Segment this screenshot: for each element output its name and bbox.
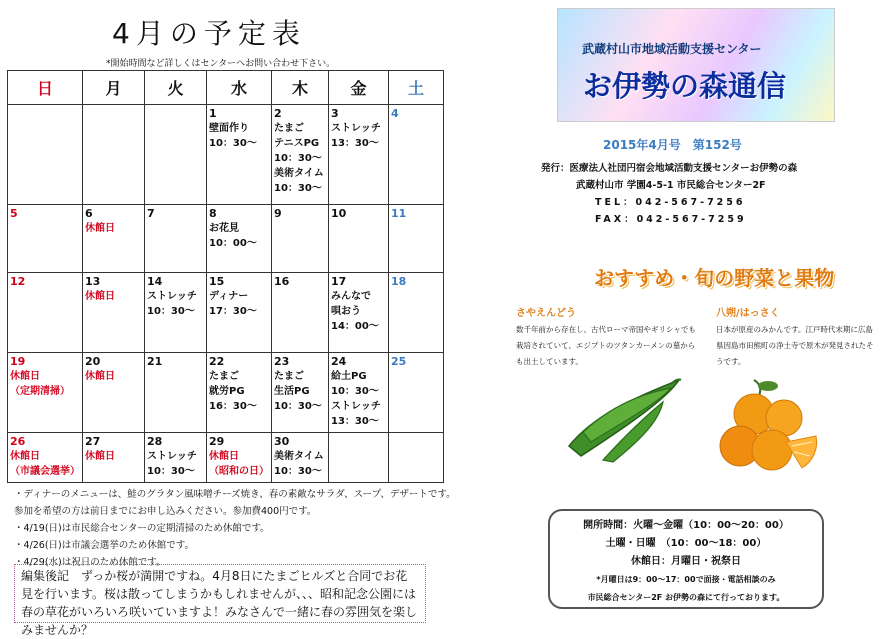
calendar-event: 休館日 [10, 451, 40, 462]
day-number: 18 [391, 275, 407, 288]
calendar-week [8, 205, 444, 273]
calendar-event: 給土PG [331, 371, 367, 382]
hours-monday-note: *月曜日は9：00～17：00で面接・電話相談のみ [596, 575, 776, 584]
calendar-event: 10：30～ [274, 466, 322, 477]
calendar-day-cell [145, 433, 207, 483]
calendar-day-cell [145, 205, 207, 273]
fruit-description: 日本が原産のみかんです。江戸時代末期に広島県因島市田熊町の浄土寺で原木が発見されたそうです。 [716, 325, 874, 366]
vegetable-name: さやえんどう [516, 308, 576, 319]
fruit-name: 八朔/はっさく [716, 308, 780, 319]
calendar-event: ディナー [209, 291, 249, 302]
publisher-tel: TEL：042-567-7256 [595, 197, 746, 208]
opening-hours-box [548, 509, 824, 609]
hours-location: 市民総合センター2F お伊勢の森にて行っております。 [587, 593, 785, 602]
hours-weekday: 開所時間：火曜～金曜（10：00～20：00） [583, 520, 789, 531]
calendar-day-cell [389, 273, 444, 353]
banner-title: お伊勢の森通信 [583, 69, 787, 103]
calendar-day-cell [83, 353, 145, 433]
day-number: 17 [331, 275, 347, 288]
day-number: 30 [274, 435, 290, 448]
calendar-event: ストレッチ [147, 451, 197, 462]
day-number: 16 [274, 275, 290, 288]
weekday-header: 日 [8, 71, 83, 105]
calendar-event: たまご [209, 371, 239, 382]
calendar-event: 17：30～ [209, 306, 257, 317]
calendar-day-cell [329, 273, 389, 353]
calendar-day-cell [83, 433, 145, 483]
calendar-week [8, 353, 444, 433]
hassaku-orange-image [714, 372, 820, 478]
calendar-day-cell [207, 353, 272, 433]
calendar-day-cell [145, 273, 207, 353]
calendar-event: 10：30～ [209, 138, 257, 149]
day-number: 7 [147, 207, 155, 220]
calendar-day-cell [389, 105, 444, 205]
day-number: 11 [391, 207, 407, 220]
notes-section [14, 486, 456, 571]
calendar-event: 10：30～ [331, 386, 379, 397]
day-number: 2 [274, 107, 282, 120]
calendar-event: （定期清掃） [10, 386, 70, 397]
day-number: 22 [209, 355, 225, 368]
note-line: ・4/19(日)は市民総合センターの定期清掃のため休館です。 [14, 523, 270, 534]
calendar-day-cell [329, 105, 389, 205]
calendar-event: 美術タイム [274, 451, 324, 462]
calendar-day-cell [83, 105, 145, 205]
calendar-week [8, 105, 444, 205]
day-number: 3 [331, 107, 339, 120]
calendar-event: 就労PG [209, 386, 245, 397]
calendar-day-cell [272, 105, 329, 205]
calendar-event: 休館日 [10, 371, 40, 382]
weekday-header: 金 [329, 71, 389, 105]
calendar-event: 13：30～ [331, 138, 379, 149]
calendar-event: みんなで [331, 291, 371, 302]
calendar-event: ストレッチ [331, 401, 381, 412]
day-number: 23 [274, 355, 290, 368]
calendar-event: たまご [274, 371, 304, 382]
issue-number: 2015年4月号 第152号 [603, 138, 742, 152]
calendar-event: 10：30～ [274, 183, 322, 194]
weekday-header: 水 [207, 71, 272, 105]
calendar-day-cell [389, 353, 444, 433]
calendar-event: （昭和の日） [209, 466, 269, 477]
pea-pod-image [563, 372, 687, 464]
vegetable-description: 数千年前から存在し、古代ローマ帝国やギリシャでも栽培されていて、エジプトのツタンカーメンの墓からも出土しています。 [516, 325, 696, 366]
day-number: 1 [209, 107, 217, 120]
day-number: 10 [331, 207, 347, 220]
day-number: 27 [85, 435, 101, 448]
calendar-table [7, 70, 444, 483]
note-line: 参加を希望の方は前日までにお申し込みください。参加費400円です。 [14, 506, 317, 517]
calendar-week [8, 273, 444, 353]
day-number: 14 [147, 275, 163, 288]
day-number: 19 [10, 355, 26, 368]
calendar-title: 4月の予定表 [112, 17, 306, 50]
day-number: 8 [209, 207, 217, 220]
day-number: 5 [10, 207, 18, 220]
day-number: 24 [331, 355, 347, 368]
calendar-day-cell [272, 353, 329, 433]
day-number: 26 [10, 435, 26, 448]
day-number: 9 [274, 207, 282, 220]
calendar-day-cell [207, 205, 272, 273]
day-number: 4 [391, 107, 399, 120]
calendar-day-cell [207, 105, 272, 205]
calendar-day-cell [389, 205, 444, 273]
weekday-header: 月 [83, 71, 145, 105]
calendar-event: 10：30～ [274, 401, 322, 412]
publisher-fax: FAX：042-567-7259 [595, 214, 747, 225]
day-number: 21 [147, 355, 163, 368]
calendar-day-cell [207, 273, 272, 353]
calendar-event: 13：30～ [331, 416, 379, 427]
note-line: ・ディナーのメニューは、鮭のグラタン風味噌チーズ焼き、春の素敵なサラダ、スープ、デザートです。 [14, 489, 456, 500]
calendar-event: 10：30～ [147, 306, 195, 317]
calendar-event: 休館日 [85, 451, 115, 462]
calendar-day-cell [329, 205, 389, 273]
calendar-event: 美術タイム [274, 168, 324, 179]
calendar-day-cell [145, 105, 207, 205]
publisher-line: 発行：医療法人社団円宿会地域活動支援センターお伊勢の森 [541, 163, 798, 174]
calendar-event: 10：00～ [209, 238, 257, 249]
calendar-day-cell [272, 273, 329, 353]
calendar-week [8, 433, 444, 483]
calendar-day-cell [8, 273, 83, 353]
weekday-header: 土 [389, 71, 444, 105]
calendar-event: ストレッチ [331, 123, 381, 134]
day-number: 12 [10, 275, 26, 288]
day-number: 6 [85, 207, 93, 220]
calendar-event: 唄おう [331, 306, 361, 317]
calendar-event: ストレッチ [147, 291, 197, 302]
calendar-event: 休館日 [85, 371, 115, 382]
calendar-day-cell [8, 105, 83, 205]
weekday-header: 木 [272, 71, 329, 105]
calendar-event: 16：30～ [209, 401, 257, 412]
calendar-event: 生活PG [274, 386, 310, 397]
publisher-info [541, 160, 797, 228]
day-number: 15 [209, 275, 225, 288]
day-number: 29 [209, 435, 225, 448]
calendar-note: *開始時間など詳しくはセンターへお問い合わせ下さい。 [106, 59, 336, 69]
calendar-day-cell [207, 433, 272, 483]
calendar-day-cell [329, 433, 389, 483]
day-number: 25 [391, 355, 407, 368]
calendar-day-cell [8, 205, 83, 273]
weekday-header: 火 [145, 71, 207, 105]
publisher-address: 武蔵村山市 学園4-5-1 市民総合センター2F [576, 180, 766, 191]
calendar-day-cell [83, 273, 145, 353]
calendar-day-cell [272, 433, 329, 483]
note-line: ・4/29(水)は祝日のため休館です。 [14, 557, 166, 568]
calendar-day-cell [329, 353, 389, 433]
calendar-day-cell [8, 353, 83, 433]
calendar-event: テニスPG [274, 138, 320, 149]
calendar-day-cell [272, 205, 329, 273]
calendar-event: たまご [274, 123, 304, 134]
calendar-event: お花見 [209, 223, 239, 234]
calendar-day-cell [389, 433, 444, 483]
calendar-event: 10：30～ [147, 466, 195, 477]
calendar-day-cell [83, 205, 145, 273]
calendar-event: 14：00～ [331, 321, 379, 332]
day-number: 20 [85, 355, 101, 368]
recommend-title: おすすめ・旬の野菜と果物 [594, 266, 835, 290]
calendar-day-cell [145, 353, 207, 433]
day-number: 13 [85, 275, 101, 288]
hours-weekend: 土曜・日曜 （10：00～18：00） [605, 538, 767, 549]
calendar-event: 10：30～ [274, 153, 322, 164]
calendar-event: 休館日 [85, 223, 115, 234]
banner-subtitle: 武蔵村山市地域活動支援センター [582, 42, 762, 56]
calendar-event: 壁面作り [209, 123, 249, 134]
editorial-box: 編集後記 ずっか桜が満開ですね。4月8日にたまごヒルズと合同でお花見を行います。桜は散ってしまうかもしれませんが、、、昭和記念公園には春の草花がいろいろ咲いていますよ！みなさんで一緒に春の雰囲気を楽しみませんか？ [14, 564, 426, 623]
note-line: ・4/26(日)は市議会選挙のため休館です。 [14, 540, 194, 551]
calendar-event: 休館日 [209, 451, 239, 462]
day-number: 28 [147, 435, 163, 448]
hours-closed: 休館日：月曜日・祝祭日 [631, 556, 741, 567]
calendar-event: 休館日 [85, 291, 115, 302]
calendar-day-cell [8, 433, 83, 483]
calendar-event: （市議会選挙） [10, 466, 80, 477]
